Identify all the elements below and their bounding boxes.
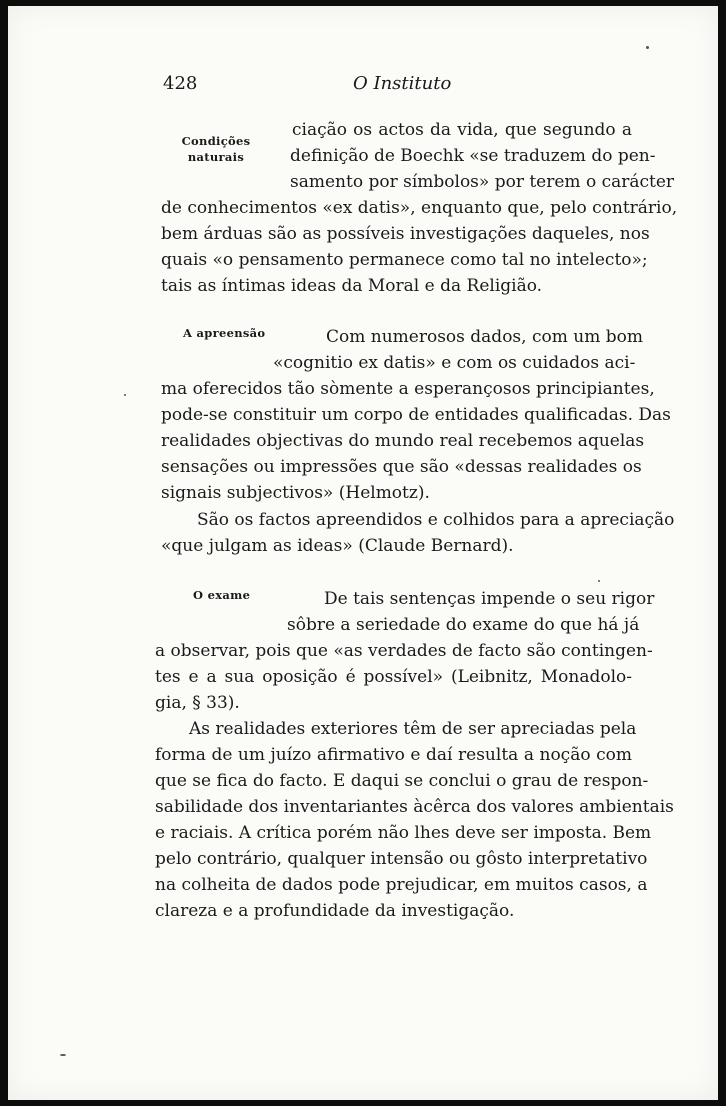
text-line: sabilidade dos inventariantes àcêrca dos valores ambientais: [155, 797, 674, 817]
text-line: signais subjectivos» (Helmotz).: [161, 483, 430, 503]
text-line: na colheita de dados pode prejudicar, em muitos casos, a: [155, 875, 648, 895]
text-line: pode-se constituir um corpo de entidades qualificadas. Das: [161, 405, 671, 425]
page-number: 428: [163, 73, 198, 94]
text-line: Com numerosos dados, com um bom: [326, 327, 643, 347]
text-line: bem árduas são as possíveis investigações daqueles, nos: [161, 224, 650, 244]
text-line: clareza e a profundidade da investigação.: [155, 901, 515, 921]
text-line: São os factos apreendidos e colhidos para a apreciação: [197, 510, 675, 530]
text-line: sensações ou impressões que são «dessas realidades os: [161, 457, 642, 477]
text-line: e raciais. A crítica porém não lhes deve ser imposta. Bem: [155, 823, 652, 843]
text-line: ciação os actos da vida, que segundo a: [292, 120, 632, 140]
margin-note-line: A apreensão: [183, 326, 266, 340]
margin-note-line: Condições: [181, 134, 251, 148]
text-line: forma de um juízo afirmativo e daí resulta a noção com: [155, 745, 632, 765]
text-line: quais «o pensamento permanece como tal no intelecto»;: [161, 250, 648, 270]
text-line: samento por símbolos» por terem o carácter: [290, 172, 675, 192]
text-line: gia, § 33).: [155, 693, 240, 713]
text-line: tes e a sua oposição é possível» (Leibnitz, Monadolo-: [155, 667, 632, 687]
text-line: pelo contrário, qualquer intensão ou gôsto interpretativo: [155, 849, 648, 869]
text-line: realidades objectivas do mundo real recebemos aquelas: [161, 431, 645, 451]
text-line: que se fica do facto. E daqui se conclui o grau de respon-: [155, 771, 649, 791]
text-line: de conhecimentos «ex datis», enquanto que, pelo contrário,: [161, 198, 678, 218]
text-line: tais as íntimas ideas da Moral e da Religião.: [161, 276, 543, 296]
margin-note-condicoes-naturais: [171, 133, 261, 165]
margin-note-exame: [193, 587, 250, 603]
text-line: As realidades exteriores têm de ser apreciadas pela: [189, 719, 637, 739]
text-line: a observar, pois que «as verdades de facto são contingen-: [155, 641, 653, 661]
text-line: «que julgam as ideas» (Claude Bernard).: [161, 536, 514, 556]
scan-speck: [60, 1054, 66, 1056]
book-page: [8, 6, 718, 1100]
text-line: sôbre a seriedade do exame do que há já: [287, 615, 640, 635]
scan-speck: [646, 46, 649, 49]
text-line: definição de Boechk «se traduzem do pen-: [290, 146, 656, 166]
text-line: De tais sentenças impende o seu rigor: [324, 589, 655, 609]
margin-note-line: naturais: [187, 150, 245, 164]
margin-note-apreensao: [183, 325, 265, 341]
margin-note-line: O exame: [193, 588, 251, 602]
scan-speck: [598, 580, 600, 582]
text-line: «cognitio ex datis» e com os cuidados aci-: [273, 353, 636, 373]
text-line: ma oferecidos tão sòmente a esperançosos principiantes,: [161, 379, 655, 399]
running-title: O Instituto: [353, 73, 452, 94]
scan-speck: [124, 394, 126, 396]
